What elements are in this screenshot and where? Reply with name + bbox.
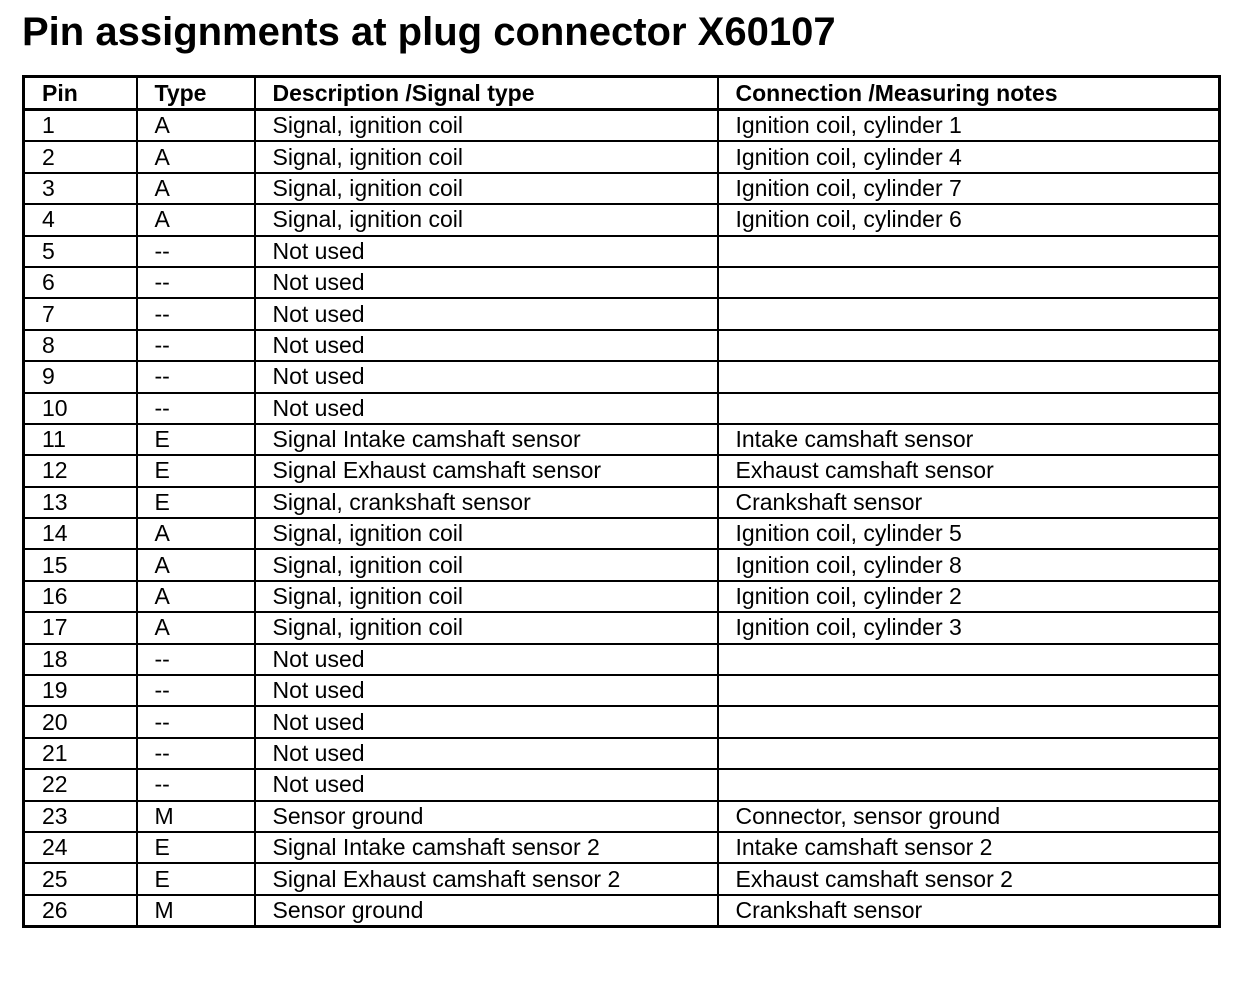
table-row: [24, 738, 1220, 769]
cell-type: A: [137, 110, 255, 142]
cell-connection: Exhaust camshaft sensor 2: [718, 863, 1220, 894]
table-row: [24, 706, 1220, 737]
cell-connection: Ignition coil, cylinder 2: [718, 581, 1220, 612]
pin-assignment-table: [22, 75, 1221, 928]
cell-connection: Exhaust camshaft sensor: [718, 455, 1220, 486]
cell-description: Not used: [255, 236, 718, 267]
cell-description: Not used: [255, 769, 718, 800]
table-row: [24, 204, 1220, 235]
cell-description: Not used: [255, 298, 718, 329]
cell-pin: 12: [24, 455, 137, 486]
cell-type: E: [137, 455, 255, 486]
table-row: [24, 644, 1220, 675]
cell-connection: Crankshaft sensor: [718, 487, 1220, 518]
cell-description: Not used: [255, 393, 718, 424]
table-row: [24, 236, 1220, 267]
cell-connection: [718, 706, 1220, 737]
cell-connection: [718, 738, 1220, 769]
cell-description: Signal, ignition coil: [255, 612, 718, 643]
cell-type: M: [137, 895, 255, 927]
table-row: [24, 769, 1220, 800]
cell-pin: 16: [24, 581, 137, 612]
cell-connection: Crankshaft sensor: [718, 895, 1220, 927]
table-row: [24, 141, 1220, 172]
cell-connection: Ignition coil, cylinder 6: [718, 204, 1220, 235]
cell-connection: Ignition coil, cylinder 7: [718, 173, 1220, 204]
cell-pin: 2: [24, 141, 137, 172]
header-pin: Pin: [24, 77, 137, 110]
table-row: [24, 487, 1220, 518]
table-row: [24, 361, 1220, 392]
table-row: [24, 801, 1220, 832]
cell-pin: 17: [24, 612, 137, 643]
cell-description: Signal, crankshaft sensor: [255, 487, 718, 518]
table-row: [24, 330, 1220, 361]
cell-connection: [718, 330, 1220, 361]
cell-description: Not used: [255, 361, 718, 392]
cell-pin: 13: [24, 487, 137, 518]
cell-type: --: [137, 236, 255, 267]
cell-type: E: [137, 832, 255, 863]
cell-type: A: [137, 141, 255, 172]
cell-type: A: [137, 549, 255, 580]
cell-type: --: [137, 393, 255, 424]
cell-pin: 20: [24, 706, 137, 737]
table-row: [24, 549, 1220, 580]
cell-pin: 25: [24, 863, 137, 894]
cell-pin: 19: [24, 675, 137, 706]
cell-connection: Intake camshaft sensor 2: [718, 832, 1220, 863]
cell-type: A: [137, 581, 255, 612]
cell-type: E: [137, 863, 255, 894]
cell-pin: 22: [24, 769, 137, 800]
cell-description: Signal Exhaust camshaft sensor: [255, 455, 718, 486]
cell-pin: 6: [24, 267, 137, 298]
cell-description: Sensor ground: [255, 801, 718, 832]
cell-connection: [718, 675, 1220, 706]
table-row: [24, 612, 1220, 643]
cell-type: --: [137, 769, 255, 800]
cell-description: Sensor ground: [255, 895, 718, 927]
cell-type: --: [137, 738, 255, 769]
table-row: [24, 863, 1220, 894]
cell-connection: [718, 644, 1220, 675]
cell-description: Not used: [255, 267, 718, 298]
cell-pin: 8: [24, 330, 137, 361]
cell-pin: 11: [24, 424, 137, 455]
cell-description: Signal, ignition coil: [255, 549, 718, 580]
cell-description: Signal, ignition coil: [255, 581, 718, 612]
cell-pin: 18: [24, 644, 137, 675]
table-row: [24, 298, 1220, 329]
cell-description: Signal, ignition coil: [255, 141, 718, 172]
cell-type: --: [137, 330, 255, 361]
cell-description: Signal Exhaust camshaft sensor 2: [255, 863, 718, 894]
table-row: [24, 581, 1220, 612]
header-connection: Connection /Measuring notes: [718, 77, 1220, 110]
cell-pin: 5: [24, 236, 137, 267]
cell-type: A: [137, 612, 255, 643]
header-description: Description /Signal type: [255, 77, 718, 110]
cell-connection: Connector, sensor ground: [718, 801, 1220, 832]
cell-connection: [718, 298, 1220, 329]
cell-pin: 1: [24, 110, 137, 142]
cell-pin: 3: [24, 173, 137, 204]
header-type: Type: [137, 77, 255, 110]
cell-description: Signal Intake camshaft sensor: [255, 424, 718, 455]
cell-description: Signal, ignition coil: [255, 173, 718, 204]
cell-pin: 7: [24, 298, 137, 329]
table-row: [24, 267, 1220, 298]
cell-connection: [718, 361, 1220, 392]
cell-pin: 14: [24, 518, 137, 549]
cell-connection: Ignition coil, cylinder 8: [718, 549, 1220, 580]
cell-type: E: [137, 424, 255, 455]
cell-connection: Ignition coil, cylinder 3: [718, 612, 1220, 643]
table-row: [24, 110, 1220, 142]
cell-connection: Ignition coil, cylinder 1: [718, 110, 1220, 142]
cell-pin: 9: [24, 361, 137, 392]
table-row: [24, 424, 1220, 455]
cell-description: Signal, ignition coil: [255, 204, 718, 235]
cell-description: Signal Intake camshaft sensor 2: [255, 832, 718, 863]
cell-type: A: [137, 518, 255, 549]
cell-type: --: [137, 644, 255, 675]
cell-type: A: [137, 204, 255, 235]
cell-type: --: [137, 298, 255, 329]
cell-pin: 4: [24, 204, 137, 235]
cell-connection: Ignition coil, cylinder 4: [718, 141, 1220, 172]
cell-pin: 24: [24, 832, 137, 863]
cell-connection: [718, 393, 1220, 424]
cell-connection: [718, 769, 1220, 800]
cell-pin: 21: [24, 738, 137, 769]
cell-description: Signal, ignition coil: [255, 110, 718, 142]
cell-description: Not used: [255, 330, 718, 361]
table-row: [24, 675, 1220, 706]
cell-type: --: [137, 267, 255, 298]
table-row: [24, 832, 1220, 863]
cell-description: Not used: [255, 706, 718, 737]
table-row: [24, 393, 1220, 424]
cell-connection: Intake camshaft sensor: [718, 424, 1220, 455]
cell-pin: 26: [24, 895, 137, 927]
cell-pin: 10: [24, 393, 137, 424]
cell-connection: [718, 267, 1220, 298]
cell-type: M: [137, 801, 255, 832]
table-row: [24, 518, 1220, 549]
cell-description: Not used: [255, 675, 718, 706]
table-row: [24, 895, 1220, 927]
cell-connection: Ignition coil, cylinder 5: [718, 518, 1220, 549]
page-title: Pin assignments at plug connector X60107: [22, 10, 836, 54]
table-body: [24, 110, 1220, 927]
table-row: [24, 173, 1220, 204]
cell-pin: 23: [24, 801, 137, 832]
cell-type: E: [137, 487, 255, 518]
cell-description: Not used: [255, 738, 718, 769]
cell-type: --: [137, 675, 255, 706]
cell-pin: 15: [24, 549, 137, 580]
cell-type: --: [137, 361, 255, 392]
table-header-row: [24, 77, 1220, 110]
cell-description: Not used: [255, 644, 718, 675]
cell-type: A: [137, 173, 255, 204]
cell-description: Signal, ignition coil: [255, 518, 718, 549]
cell-type: --: [137, 706, 255, 737]
cell-connection: [718, 236, 1220, 267]
table-row: [24, 455, 1220, 486]
